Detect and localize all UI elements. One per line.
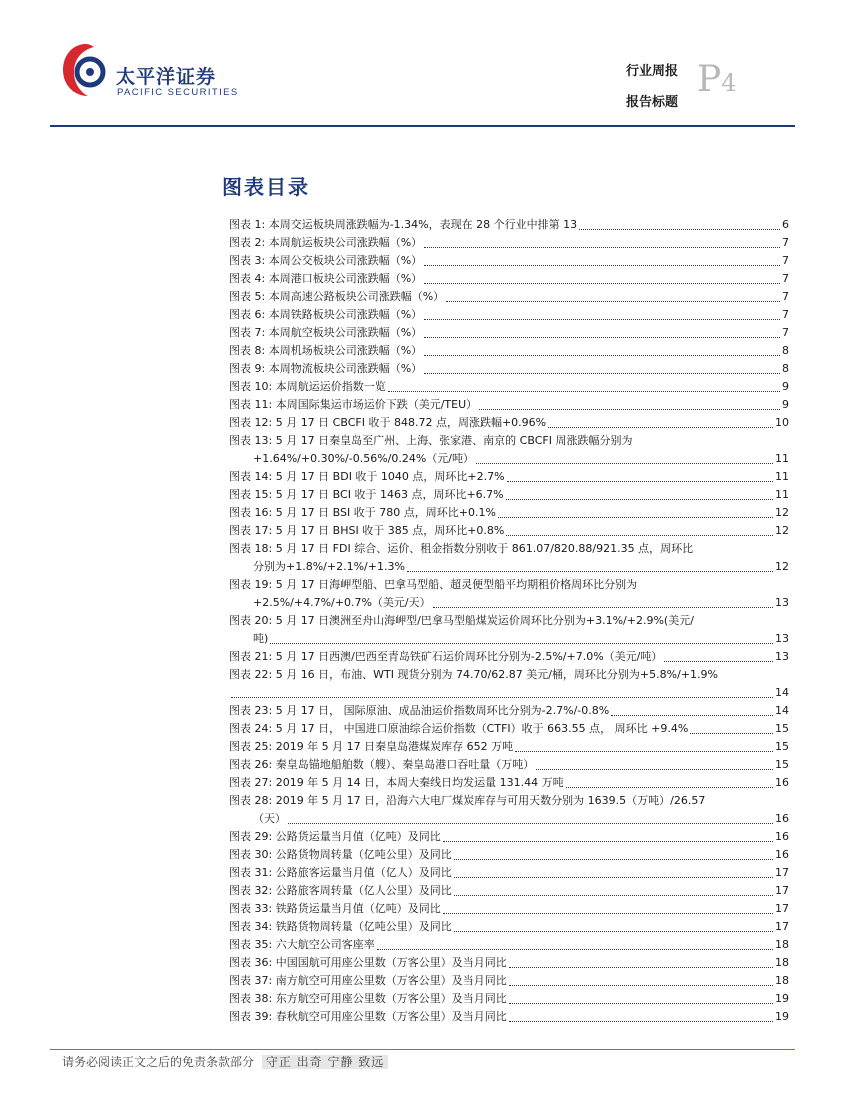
toc-entry-title: 图表 10: 本周航运运价指数一览 — [229, 380, 386, 393]
toc-dot-leader — [536, 768, 773, 770]
toc-entry-page: 13 — [775, 650, 789, 663]
toc-entry[interactable] — [229, 378, 789, 396]
toc-entry-title: 图表 2: 本周航运板块公司涨跌幅（%） — [229, 236, 423, 249]
toc-entry-title: 图表 21: 5 月 17 日西澳/巴西至青岛铁矿石运价周环比分别为-2.5%/+7.0%（美元/吨） — [229, 650, 663, 663]
toc-entry-title: 图表 12: 5 月 17 日 CBCFI 收于 848.72 点，周涨跌幅+0.96% — [229, 416, 547, 429]
toc-entry[interactable] — [229, 432, 789, 468]
toc-entry-title: 图表 14: 5 月 17 日 BDI 收于 1040 点，周环比+2.7% — [229, 470, 505, 483]
toc-dot-leader — [454, 930, 773, 932]
toc-entry-page: 17 — [775, 920, 789, 933]
page-number-value: 4 — [721, 69, 737, 97]
toc-entry-title: 图表 9: 本周物流板块公司涨跌幅（%） — [229, 362, 423, 375]
toc-entry[interactable] — [229, 396, 789, 414]
toc-entry-title-line1: 图表 19: 5 月 17 日海岬型船、巴拿马型船、超灵便型船平均期租价格周环比分别为 — [229, 578, 638, 591]
toc-entry-title: 图表 29: 公路货运量当月值（亿吨）及同比 — [229, 830, 441, 843]
toc-entry[interactable] — [229, 504, 789, 522]
toc-dot-leader — [443, 912, 773, 914]
toc-entry-page: 15 — [775, 740, 789, 753]
toc-dot-leader — [454, 876, 773, 878]
toc-entry-page: 7 — [782, 308, 789, 321]
page-header — [0, 0, 850, 130]
toc-entry-title: 图表 31: 公路旅客运量当月值（亿人）及同比 — [229, 866, 452, 879]
toc-dot-leader — [454, 894, 773, 896]
toc-entry-title: 图表 17: 5 月 17 日 BHSI 收于 385 点，周环比+0.8% — [229, 524, 505, 537]
toc-entry-title: 图表 35: 六大航空公司客座率 — [229, 938, 375, 951]
toc-entry-page: 11 — [775, 470, 789, 483]
toc-entry-title: 图表 33: 铁路货运量当月值（亿吨）及同比 — [229, 902, 441, 915]
toc-entry-page: 11 — [775, 488, 789, 501]
toc-dot-leader — [566, 786, 773, 788]
toc-entry-page: 15 — [775, 722, 789, 735]
toc-dot-leader — [664, 660, 773, 662]
toc-entry[interactable] — [229, 882, 789, 900]
toc-entry-title: +2.5%/+4.7%/+0.7%（美元/天） — [253, 596, 431, 609]
toc-dot-leader — [424, 372, 780, 374]
toc-entry[interactable] — [229, 486, 789, 504]
toc-entry[interactable] — [229, 288, 789, 306]
toc-dot-leader — [424, 246, 780, 248]
toc-entry-page: 18 — [775, 956, 789, 969]
toc-entry-page: 15 — [775, 758, 789, 771]
footer-disclaimer: 请务必阅读正文之后的免责条款部分 — [62, 1055, 255, 1069]
toc-entry-page: 12 — [775, 524, 789, 537]
toc-entry-title: 图表 38: 东方航空可用座公里数（万客公里）及当月同比 — [229, 992, 507, 1005]
toc-entry[interactable] — [229, 792, 789, 828]
report-title: 报告标题 — [626, 95, 679, 110]
toc-entry-page: 9 — [782, 380, 789, 393]
toc-entry-title: +1.64%/+0.30%/-0.56%/0.24%（元/吨） — [253, 452, 475, 465]
toc-dot-leader — [507, 480, 773, 482]
logo-emblem-icon — [60, 40, 112, 100]
toc-entry-page: 9 — [782, 398, 789, 411]
toc-entry-title-line1: 图表 13: 5 月 17 日秦皇岛至广州、上海、张家港、南京的 CBCFI 周涨跌幅分别为 — [229, 434, 633, 447]
toc-entry-title: 分别为+1.8%/+2.1%/+1.3% — [253, 560, 405, 573]
toc-entry[interactable] — [229, 468, 789, 486]
toc-dot-leader — [690, 732, 773, 734]
toc-entry-page: 7 — [782, 254, 789, 267]
toc-entry-title: 图表 27: 2019 年 5 月 14 日，本周大秦线日均发运量 131.44 万吨 — [229, 776, 564, 789]
toc-entry-page: 16 — [775, 776, 789, 789]
toc-dot-leader — [231, 696, 773, 698]
toc-entry-page: 18 — [775, 974, 789, 987]
toc-entry[interactable] — [229, 234, 789, 252]
toc-entry[interactable] — [229, 342, 789, 360]
toc-dot-leader — [479, 408, 780, 410]
toc-dot-leader — [506, 534, 773, 536]
toc-entry[interactable] — [229, 774, 789, 792]
page-number — [697, 59, 737, 100]
company-logo — [60, 40, 260, 110]
toc-entry[interactable] — [229, 918, 789, 936]
toc-entry-title: 图表 24: 5 月 17 日， 中国进口原油综合运价指数（CTFI）收于 663.55 点， 周环比 +9.4% — [229, 722, 689, 735]
toc-entry-page: 7 — [782, 290, 789, 303]
toc-entry[interactable] — [229, 522, 789, 540]
toc-entry-page: 8 — [782, 362, 789, 375]
toc-entry-title: 吨) — [253, 632, 269, 645]
toc-dot-leader — [579, 228, 780, 230]
toc-entry[interactable] — [229, 828, 789, 846]
header-divider — [50, 125, 795, 127]
toc-entry-page: 12 — [775, 506, 789, 519]
toc-entry[interactable] — [229, 666, 789, 702]
toc-entry-title: 图表 23: 5 月 17 日， 国际原油、成品油运价指数周环比分别为-2.7%/-0.8% — [229, 704, 610, 717]
toc-entry-title: 图表 15: 5 月 17 日 BCI 收于 1463 点，周环比+6.7% — [229, 488, 504, 501]
toc-entry[interactable] — [229, 846, 789, 864]
toc-entry[interactable] — [229, 306, 789, 324]
toc-entry[interactable] — [229, 972, 789, 990]
footer-divider — [50, 1049, 795, 1050]
toc-dot-leader — [498, 516, 773, 518]
toc-entry-title: 图表 25: 2019 年 5 月 17 日秦皇岛港煤炭库存 652 万吨 — [229, 740, 514, 753]
toc-entry-title: 图表 7: 本周航空板块公司涨跌幅（%） — [229, 326, 423, 339]
toc-entry[interactable] — [229, 954, 789, 972]
toc-dot-leader — [509, 984, 773, 986]
toc-entry-title: 图表 32: 公路旅客周转量（亿人公里）及同比 — [229, 884, 452, 897]
toc-dot-leader — [407, 570, 773, 572]
toc-entry-page: 8 — [782, 344, 789, 357]
toc-entry[interactable] — [229, 216, 789, 234]
toc-entry[interactable] — [229, 900, 789, 918]
toc-dot-leader — [433, 606, 773, 608]
toc-dot-leader — [424, 354, 780, 356]
toc-entry-title-line1: 图表 20: 5 月 17 日澳洲至舟山海岬型/巴拿马型船煤炭运价周环比分别为+3.1%/+2.9%(美元/ — [229, 614, 694, 627]
toc-entry-page: 18 — [775, 938, 789, 951]
toc-dot-leader — [388, 390, 780, 392]
toc-entry-title: 图表 1: 本周交运板块周涨跌幅为-1.34%，表现在 28 个行业中排第 13 — [229, 218, 578, 231]
toc-entry[interactable] — [229, 612, 789, 648]
toc-dot-leader — [509, 1002, 773, 1004]
toc-entry[interactable] — [229, 540, 789, 576]
page-prefix: P — [697, 59, 722, 100]
toc-entry-page: 16 — [775, 830, 789, 843]
toc-entry[interactable] — [229, 990, 789, 1008]
toc-dot-leader — [424, 264, 780, 266]
toc-entry-page: 7 — [782, 326, 789, 339]
toc-entry[interactable] — [229, 648, 789, 666]
toc-entry[interactable] — [229, 936, 789, 954]
toc-dot-leader — [288, 822, 773, 824]
toc-entry-title: 图表 3: 本周公交板块公司涨跌幅（%） — [229, 254, 423, 267]
toc-dot-leader — [515, 750, 773, 752]
toc-dot-leader — [443, 840, 773, 842]
toc-dot-leader — [270, 642, 773, 644]
toc-dot-leader — [509, 1020, 773, 1022]
toc-dot-leader — [509, 966, 773, 968]
toc-entry[interactable] — [229, 702, 789, 720]
toc-entry[interactable] — [229, 756, 789, 774]
report-type: 行业周报 — [626, 64, 679, 79]
toc-entry-page: 17 — [775, 902, 789, 915]
toc-entry-title-line1: 图表 18: 5 月 17 日 FDI 综合、运价、租金指数分别收于 861.07/820.88/921.35 点，周环比 — [229, 542, 694, 555]
toc-entry[interactable] — [229, 270, 789, 288]
toc-entry-page: 19 — [775, 992, 789, 1005]
toc-entry-page: 16 — [775, 848, 789, 861]
toc-entry-title: 图表 16: 5 月 17 日 BSI 收于 780 点，周环比+0.1% — [229, 506, 496, 519]
toc-dot-leader — [476, 462, 773, 464]
toc-entry-title: 图表 26: 秦皇岛锚地船舶数（艘）、秦皇岛港口吞吐量（万吨） — [229, 758, 535, 771]
toc-entry-page: 19 — [775, 1010, 789, 1023]
toc-entry-title: 图表 5: 本周高速公路板块公司涨跌幅（%） — [229, 290, 445, 303]
toc-entry[interactable] — [229, 324, 789, 342]
table-of-figures — [229, 216, 789, 1026]
toc-dot-leader — [424, 336, 780, 338]
toc-dot-leader — [548, 426, 773, 428]
toc-dot-leader — [424, 318, 780, 320]
toc-entry-title: 图表 8: 本周机场板块公司涨跌幅（%） — [229, 344, 423, 357]
toc-entry[interactable] — [229, 252, 789, 270]
toc-entry-title: 图表 4: 本周港口板块公司涨跌幅（%） — [229, 272, 423, 285]
toc-entry[interactable] — [229, 414, 789, 432]
toc-entry-title: 图表 6: 本周铁路板块公司涨跌幅（%） — [229, 308, 423, 321]
toc-dot-leader — [377, 948, 773, 950]
toc-entry-title-line1: 图表 22: 5 月 16 日，布油、WTI 现货分别为 74.70/62.87 美元/桶，周环比分别为+5.8%/+1.9% — [229, 668, 718, 681]
toc-heading: 图表目录 — [222, 175, 310, 199]
toc-dot-leader — [446, 300, 780, 302]
toc-entry-title: 图表 39: 春秋航空可用座公里数（万客公里）及当月同比 — [229, 1010, 507, 1023]
toc-entry-page: 7 — [782, 272, 789, 285]
toc-entry-page: 16 — [775, 812, 789, 825]
toc-entry-title: （天） — [253, 812, 286, 825]
toc-entry-page: 11 — [775, 452, 789, 465]
toc-entry[interactable] — [229, 720, 789, 738]
toc-dot-leader — [611, 714, 773, 716]
toc-entry-page: 13 — [775, 632, 789, 645]
toc-entry-page: 7 — [782, 236, 789, 249]
toc-entry-title: 图表 36: 中国国航可用座公里数（万客公里）及当月同比 — [229, 956, 507, 969]
brand-name-cn: 太平洋证券 — [116, 66, 217, 88]
footer-motto: 守正 出奇 宁静 致远 — [262, 1055, 388, 1069]
toc-entry-page: 6 — [782, 218, 789, 231]
toc-entry-page: 17 — [775, 884, 789, 897]
toc-entry-page: 12 — [775, 560, 789, 573]
toc-dot-leader — [454, 858, 773, 860]
toc-entry-page: 10 — [775, 416, 789, 429]
toc-entry-page: 14 — [775, 686, 789, 699]
page-footer — [62, 1053, 388, 1070]
toc-entry-page: 13 — [775, 596, 789, 609]
toc-dot-leader — [506, 498, 773, 500]
toc-entry[interactable] — [229, 576, 789, 612]
brand-name-en: PACIFIC SECURITIES — [117, 87, 239, 98]
toc-entry[interactable] — [229, 360, 789, 378]
toc-entry-page: 14 — [775, 704, 789, 717]
toc-entry[interactable] — [229, 738, 789, 756]
toc-entry-page: 17 — [775, 866, 789, 879]
toc-entry[interactable] — [229, 864, 789, 882]
toc-entry-title: 图表 34: 铁路货物周转量（亿吨公里）及同比 — [229, 920, 452, 933]
toc-entry-title: 图表 11: 本周国际集运市场运价下跌（美元/TEU） — [229, 398, 478, 411]
toc-dot-leader — [424, 282, 780, 284]
toc-entry-title: 图表 30: 公路货物周转量（亿吨公里）及同比 — [229, 848, 452, 861]
toc-entry[interactable] — [229, 1008, 789, 1026]
toc-entry-title: 图表 37: 南方航空可用座公里数（万客公里）及当月同比 — [229, 974, 507, 987]
toc-entry-title-line1: 图表 28: 2019 年 5 月 17 日，沿海六大电厂煤炭库存与可用天数分别为 1639.5（万吨）/26.57 — [229, 794, 706, 807]
